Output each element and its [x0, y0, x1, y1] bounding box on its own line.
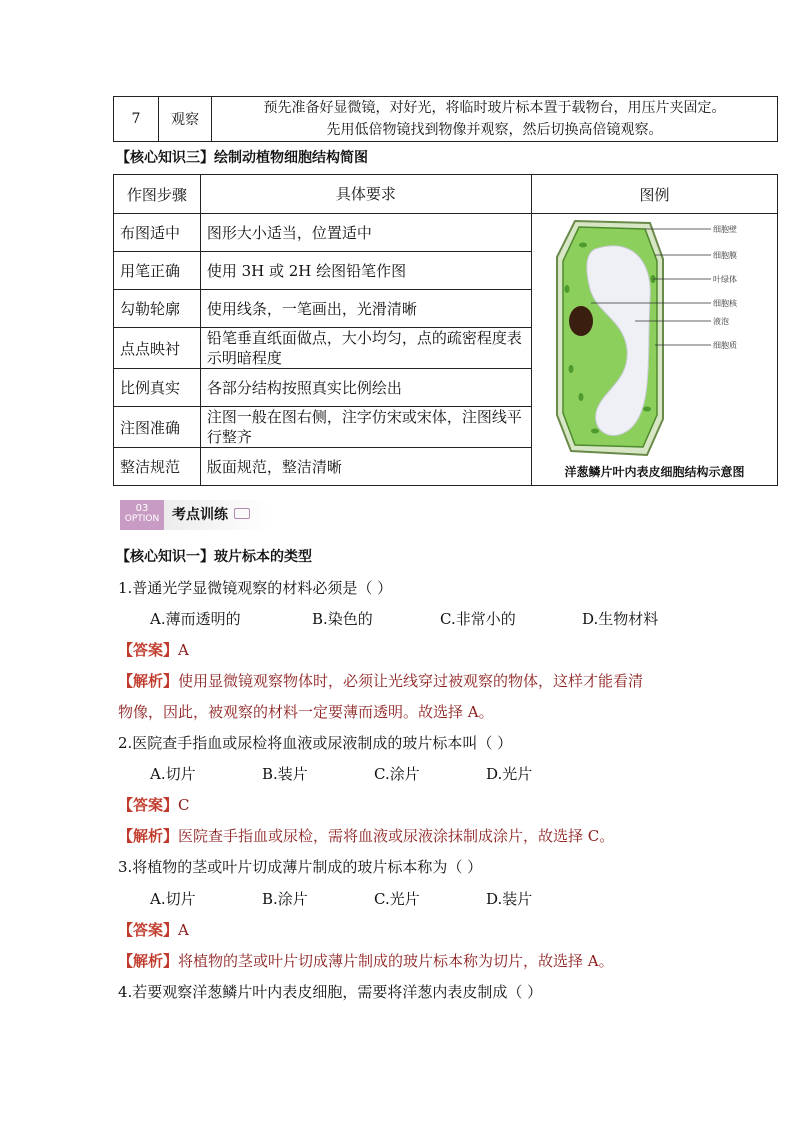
figure-cell [532, 214, 778, 486]
section-banner [120, 500, 270, 530]
table-row [114, 97, 778, 142]
analysis-text: 将植物的茎或叶片切成薄片制成的玻片标本称为切片，故选择 A。 [178, 952, 614, 970]
option-a: A.薄而透明的 [150, 610, 241, 628]
column-header: 具体要求 [200, 175, 531, 214]
chloroplast [643, 407, 651, 412]
table-header-row [114, 175, 778, 214]
nucleus-shape [569, 306, 593, 336]
analysis-label: 【解析】 [118, 952, 179, 970]
answer-line [118, 919, 189, 940]
requirement-cell: 图形大小适当，位置适中 [200, 214, 531, 252]
section-heading-3: 【核心知识三】绘制动植物细胞结构简图 [116, 150, 368, 166]
answer-label: 【答案】 [118, 921, 179, 939]
step-cell: 勾勒轮廓 [114, 290, 201, 328]
step-cell: 点点映衬 [114, 328, 201, 369]
option-c: C.涂片 [374, 765, 420, 783]
chloroplast [564, 285, 569, 293]
option-b: B.染色的 [312, 610, 373, 628]
step-cell: 整洁规范 [114, 448, 201, 486]
chloroplast [568, 365, 573, 373]
requirement-cell: 使用线条，一笔画出，光滑清晰 [200, 290, 531, 328]
step-cell: 布图适中 [114, 214, 201, 252]
table-row [114, 214, 778, 252]
option-a: A.切片 [150, 890, 196, 908]
step-label: 观察 [159, 97, 212, 142]
section-heading-1: 【核心知识一】玻片标本的类型 [116, 549, 312, 565]
label-chloroplast: 叶绿体 [712, 275, 737, 284]
step-description-line: 预先准备好显微镜，对好光，将临时玻片标本置于载物台，用压片夹固定。 [263, 100, 726, 116]
analysis-label: 【解析】 [118, 827, 179, 845]
onion-cell-diagram [535, 219, 775, 459]
observation-table [113, 96, 778, 142]
question-3: 3.将植物的茎或叶片切成薄片制成的玻片标本称为（ ） [118, 858, 483, 876]
analysis-label: 【解析】 [118, 672, 179, 690]
analysis-text: 医院查手指血或尿检，需将血液或尿液涂抹制成涂片，故选择 C。 [178, 827, 615, 845]
question-1: 1.普通光学显微镜观察的材料必须是（ ） [118, 579, 393, 597]
answer-line [118, 794, 190, 815]
column-header: 作图步骤 [114, 175, 201, 214]
step-cell: 注图准确 [114, 407, 201, 448]
question-4: 4.若要观察洋葱鳞片叶内表皮细胞，需要将洋葱内表皮制成（ ） [118, 983, 543, 1001]
step-cell: 用笔正确 [114, 252, 201, 290]
analysis-line [118, 825, 614, 846]
label-nucleus: 细胞核 [712, 299, 737, 308]
option-b: B.涂片 [262, 890, 308, 908]
requirement-cell: 铅笔垂直纸面做点，大小均匀，点的疏密程度表示明暗程度 [200, 328, 531, 369]
analysis-text: 使用显微镜观察物体时，必须让光线穿过被观察的物体，这样才能看清 [178, 672, 644, 690]
analysis-line [118, 950, 614, 971]
answer-value: A [178, 641, 189, 659]
option-b: B.装片 [262, 765, 308, 783]
option-d: D.生物材料 [582, 610, 659, 628]
answer-label: 【答案】 [118, 641, 179, 659]
requirement-cell: 使用 3H 或 2H 绘图铅笔作图 [200, 252, 531, 290]
answer-label: 【答案】 [118, 796, 179, 814]
analysis-line [118, 670, 643, 691]
column-header: 图例 [532, 175, 778, 214]
option-number: 03 [135, 503, 149, 514]
label-cell-membrane: 细胞膜 [712, 251, 737, 260]
drawing-steps-table [113, 174, 778, 486]
chloroplast [578, 393, 583, 401]
step-description-line: 先用低倍物镜找到物像并观察，然后切换高倍镜观察。 [326, 122, 663, 138]
answer-value: A [178, 921, 189, 939]
option-tag [120, 500, 164, 530]
option-c: C.光片 [374, 890, 420, 908]
requirement-cell: 注图一般在图右侧，注字仿宋或宋体，注图线平行整齐 [200, 407, 531, 448]
label-vacuole: 液泡 [712, 317, 729, 326]
step-number: 7 [114, 97, 159, 142]
requirement-cell: 各部分结构按照真实比例绘出 [200, 369, 531, 407]
chloroplast [591, 429, 599, 434]
option-a: A.切片 [150, 765, 196, 783]
figure-caption: 洋葱鳞片叶内表皮细胞结构示意图 [564, 465, 745, 479]
label-cytoplasm: 细胞质 [712, 341, 737, 350]
question-2: 2.医院查手指血或尿检将血液或尿液制成的玻片标本叫（ ） [118, 734, 513, 752]
option-text: OPTION [124, 514, 160, 524]
option-c: C.非常小的 [440, 610, 516, 628]
requirement-cell: 版面规范，整洁清晰 [200, 448, 531, 486]
option-d: D.光片 [486, 765, 533, 783]
answer-line [118, 639, 189, 660]
step-description [212, 97, 778, 142]
monitor-icon [234, 508, 250, 519]
label-cell-wall: 细胞壁 [712, 225, 737, 234]
answer-value: C [178, 796, 190, 814]
analysis-text: 物像，因此，被观察的材料一定要薄而透明。故选择 A。 [118, 703, 494, 721]
banner-title: 考点训练 [164, 500, 270, 530]
chloroplast [579, 243, 587, 248]
option-d: D.装片 [486, 890, 533, 908]
step-cell: 比例真实 [114, 369, 201, 407]
